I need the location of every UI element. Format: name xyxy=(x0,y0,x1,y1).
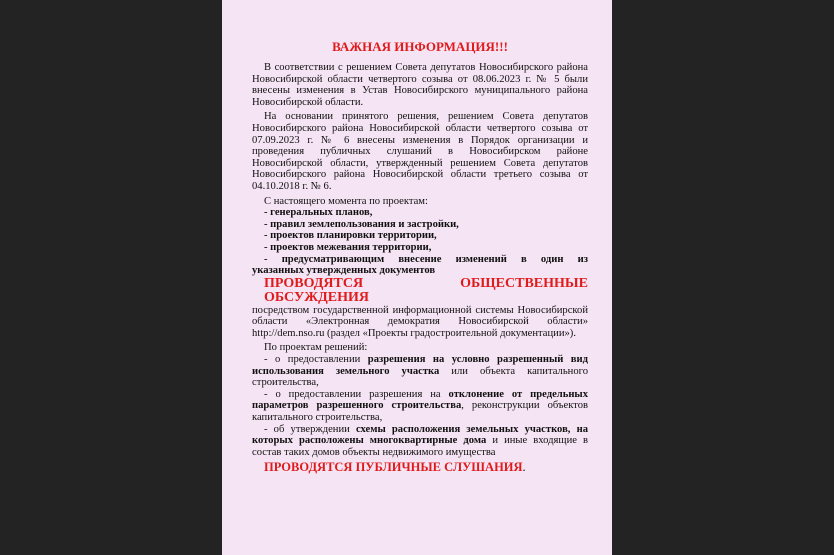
decision-item-land-scheme xyxy=(252,424,588,459)
decision-1-post: или объекта капитального строительства, xyxy=(252,365,588,389)
decision-2-bold: отклонение от предельных параметров разрешенного строительства xyxy=(252,388,588,412)
paragraph-procedure-change: На основании принятого решения, решением Совета депутатов Новосибирского района Новосибирской области четвертого созыва от 07.09.2023 г. № 6 внесены изменения в Порядок организации и проведения публичных слушаний в Новосибирском районе Новосибирской области, утвержденный решением Совета депутатов Новосибирского района Новосибирской области третьего созыва от 04.10.2018 г. № 6. xyxy=(252,111,588,192)
project-item-surveying: - проектов межевания территории, xyxy=(264,241,432,253)
decision-2-post: , реконструкции объектов капитального строительства, xyxy=(252,400,588,424)
heading-public-hearings-text: ПРОВОДЯТСЯ ПУБЛИЧНЫЕ СЛУШАНИЯ xyxy=(264,460,523,475)
decision-3-bold: схемы расположения земельных участков, на которых расположены многоквартирные дома xyxy=(252,423,588,447)
heading-public-hearings xyxy=(252,460,588,474)
decision-item-deviation xyxy=(252,389,588,424)
project-item-amendments: - предусматривающим внесение изменений в один из xyxy=(264,253,588,265)
project-item-land-use-rules: - правил землепользования и застройки, xyxy=(264,218,459,230)
decision-3-pre: - об утверждении xyxy=(264,423,356,435)
decision-item-conditional-use xyxy=(252,354,588,389)
document-page xyxy=(222,0,612,555)
project-item-amendments-cont: указанных утвержденных документов xyxy=(252,265,436,277)
heading-public-hearings-dot: . xyxy=(522,460,526,475)
paragraph-e-democracy: посредством государственной информационной системы Новосибирской области «Электронная демократия Новосибирской области» http://dem.nso.ru (раздел «Проекты градостроительной документации»). xyxy=(252,304,588,339)
projects-intro: С настоящего момента по проектам: xyxy=(264,195,428,207)
decision-3-post: и иные входящие в состав таких домов объекты недвижимого имущества xyxy=(252,435,589,458)
decisions-intro: По проектам решений: xyxy=(264,342,368,354)
project-item-planning: - проектов планировки территории, xyxy=(264,230,437,242)
project-item-general-plans: - генеральных планов, xyxy=(264,207,373,219)
heading-public-discussions: ПРОВОДЯТСЯ ОБЩЕСТВЕННЫЕ ОБСУЖДЕНИЯ xyxy=(264,275,588,305)
decision-1-bold: разрешения на условно разрешенный вид использования земельного участка xyxy=(252,354,588,377)
decision-2-pre: - о предоставлении разрешения на xyxy=(264,388,449,400)
document-title: ВАЖНАЯ ИНФОРМАЦИЯ!!! xyxy=(332,39,508,54)
decision-1-pre: - о предоставлении xyxy=(264,354,368,366)
paragraph-charter-change: В соответствии с решением Совета депутатов Новосибирского района Новосибирской области четвертого созыва от 08.06.2023 г. № 5 были внесены изменения в Устав Новосибирского муниципального района Новосибирской области. xyxy=(252,62,588,108)
